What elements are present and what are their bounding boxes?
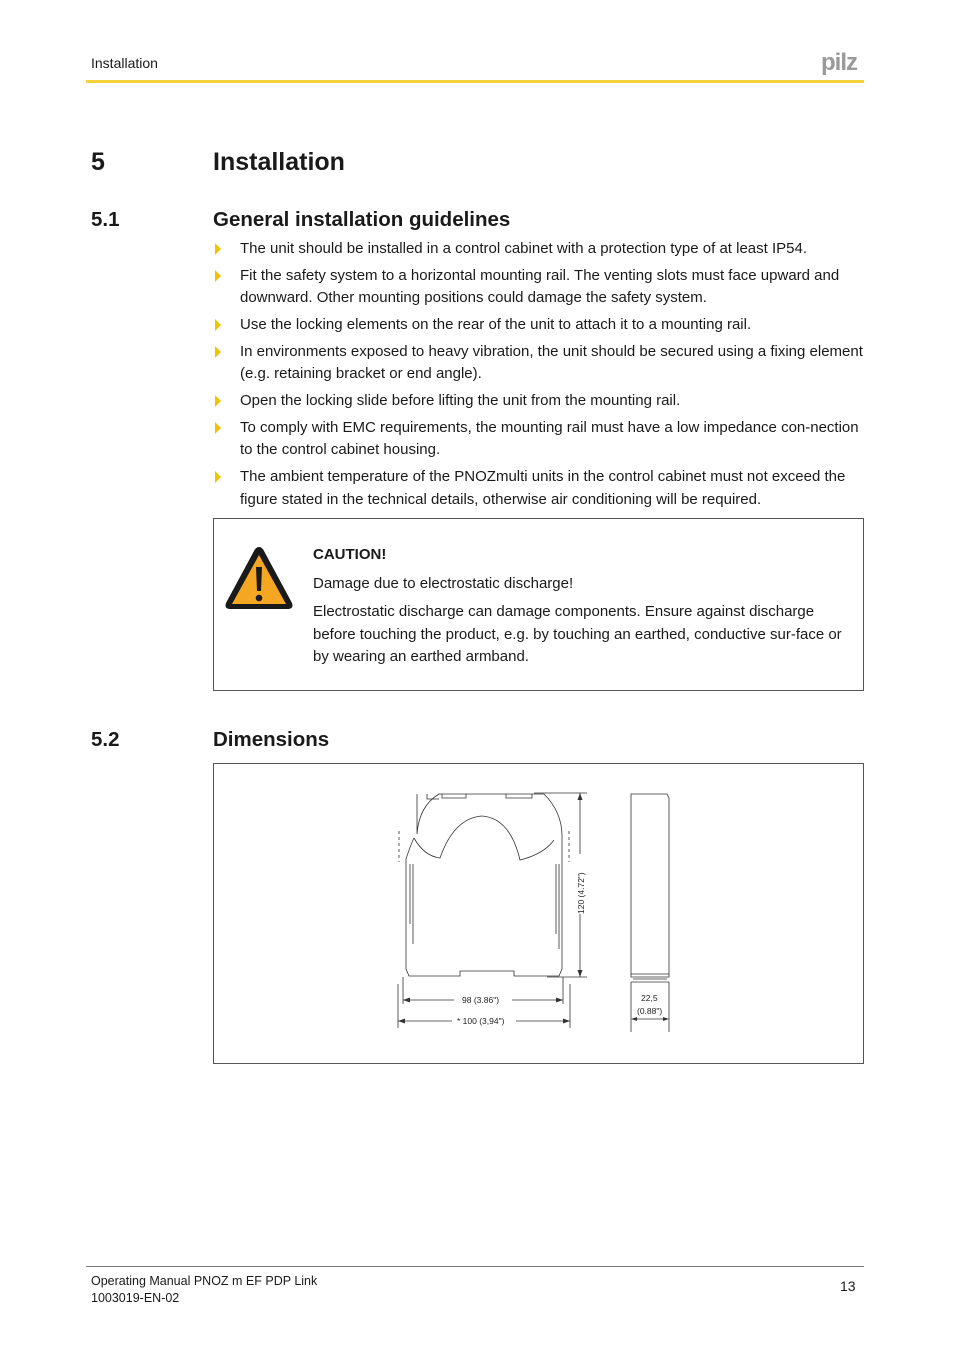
caution-box	[213, 518, 864, 691]
running-header: Installation	[91, 55, 158, 71]
footer-info	[91, 1273, 317, 1307]
height-dimension-label: 120 (4.72")	[576, 872, 586, 914]
list-item: The ambient temperature of the PNOZmulti units in the control cabinet must not exceed the figure stated in the technical details, otherwise air conditioning will be required.	[213, 466, 865, 511]
dimension-drawing	[214, 764, 863, 1063]
bullet-arrow-icon	[215, 422, 221, 434]
bullet-arrow-icon	[215, 270, 221, 282]
section-number: 5.1	[91, 208, 120, 231]
bullet-arrow-icon	[215, 471, 221, 483]
chapter-number: 5	[91, 148, 105, 176]
guidelines-list	[213, 238, 865, 516]
chapter-title: Installation	[213, 148, 345, 176]
svg-text:pilz: pilz	[821, 50, 857, 76]
caution-detail: Electrostatic discharge can damage components. Ensure against discharge before touching the product, e.g. by touching an earthed, conductive sur-face or by wearing an earthed armband.	[313, 603, 842, 665]
bullet-arrow-icon	[215, 395, 221, 407]
list-item: Fit the safety system to a horizontal mounting rail. The venting slots must face upward and downward. Other mounting positions could damage the safety system.	[213, 265, 865, 310]
document-number: 1003019-EN-02	[91, 1291, 180, 1305]
list-item: Use the locking elements on the rear of the unit to attach it to a mounting rail.	[213, 314, 865, 337]
depth-dimension-inches-label: (0.88")	[637, 1006, 663, 1016]
caution-summary: Damage due to electrostatic discharge!	[313, 574, 574, 592]
list-item: Open the locking slide before lifting the unit from the mounting rail.	[213, 390, 865, 413]
footer-rule	[86, 1266, 864, 1267]
section-title: General installation guidelines	[213, 208, 511, 231]
manual-title: Operating Manual PNOZ m EF PDP Link	[91, 1274, 318, 1288]
caution-heading: CAUTION!	[313, 546, 387, 563]
caution-text	[313, 544, 853, 675]
page-number: 13	[840, 1278, 856, 1294]
bullet-arrow-icon	[215, 319, 221, 331]
list-item: In environments exposed to heavy vibration, the unit should be secured using a fixing element (e.g. retaining bracket or end angle).	[213, 341, 865, 386]
pilz-logo	[820, 50, 864, 76]
section-number: 5.2	[91, 728, 120, 751]
section-title: Dimensions	[213, 728, 330, 751]
warning-triangle-icon	[223, 543, 295, 613]
dimensions-figure	[213, 763, 864, 1064]
depth-dimension-label: 22,5	[641, 993, 658, 1003]
header-rule	[86, 80, 864, 83]
bullet-arrow-icon	[215, 346, 221, 358]
width-dimension-label: 98 (3.86")	[462, 995, 500, 1005]
bullet-arrow-icon	[215, 243, 221, 255]
list-item: To comply with EMC requirements, the mounting rail must have a low impedance con-nection to the control cabinet housing.	[213, 417, 865, 462]
list-item: The unit should be installed in a control cabinet with a protection type of at least IP54.	[213, 238, 865, 261]
total-width-dimension-label: * 100 (3,94")	[457, 1016, 505, 1026]
